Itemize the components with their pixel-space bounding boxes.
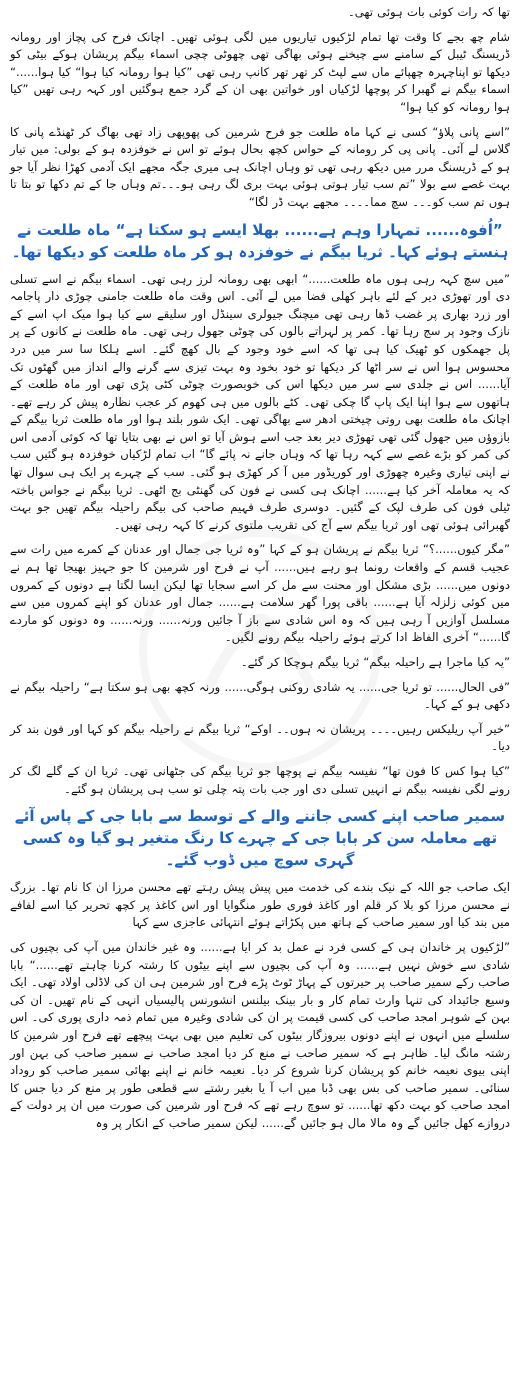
paragraph: تھا کہ رات کوئی بات ہوئی تھی۔ xyxy=(347,5,510,19)
top-text-block xyxy=(10,4,510,212)
paragraph: شام چھ بجے کا وقت تھا تمام لڑکیوں تیاریوں میں لگی ہوئی تھیں۔ اچانک فرح کی پچاز اور رومانہ ڈریسنگ ٹیبل کے سامنے سے چیخنے ہوئی بھاگی تھی چھوٹی چچی اسماء بیگم پریشان ہوکے بیٹی کو دیکھا تو اپناچہرہ چھپائے ماں سے لپٹ کر تھر تھر کانپ رہی تھی ”کیا ہوا رومانہ کیا ہوا“ کیا ہوا......“ اسماء بیگم نے گھبرا کر پوچھا لڑکیاں اور خواتین بھی ان کے گرد جمع ہوگئیں اور کہہ رہی تھیں ”کیا ہوا رومانہ کو کیا ہوا“ xyxy=(10,29,510,114)
paragraph: ”اسے پانی پلاؤ“ کسی نے کہا ماہ طلعت جو فرح شرمین کی پھوپھی زاد تھی بھاگ کر ٹھنڈے پانی کا گلاس لے آئی۔ پانی پی کر رومانہ کے حواس کچھ بحال ہوئے تو اس نے خوفزدہ ہو کے بولی: میں تیار ہو کے ڈریسنگ مرر میں دیکھ رہی تھی تو وہاں اچانک ہی میری جگہ مجھے ایک آدمی کھڑا نظر آیا جو بہت غصے سے بولا ”تم سب تیار ہوتی ہوئی بہت بری لگ رہی ہو۔۔۔تم وہاں جا کے تم دکھا تو بتا تا ہوں تم سب کو۔۔۔ سچ مما۔۔۔۔ مجھے بہت ڈر لگا“ xyxy=(10,124,510,209)
paragraph: ”خیر آپ ریلیکس رہیں۔۔۔۔ پریشان نہ ہوں۔۔ اوکے“ ثریا بیگم نے راحیلہ بیگم کو کہا اور فون بند کر دیا۔ xyxy=(10,721,510,754)
paragraph: ”مگر کیوں......؟“ ثریا بیگم نے پریشان ہو کے کہا ”وہ ثریا جی جمال اور عدنان کے کمرے میں رات سے عجیب قسم کے واقعات رونما ہو رہے ہیں...... آپ نے فرح اور شرمین کا جو جہیز بھیجا تھا ہم نے دونوں میں...... بڑی مشکل اور محنت سے مل کر اسے سجایا تھا لیکن ایسا لگتا ہے دونوں کے کمروں میں کوئی زلزلہ آیا ہے...... باقی پورا گھر سلامت ہے...... جمال اور عدنان کو اپنے کمروں میں سے مسلسل آوازیں آ رہی ہیں کہ وہ اس شادی سے باز آ جائیں ورنہ...... ورنہ...... وہ دونوں کو ماردے گا......“ آخری الفاظ ادا کرتے ہوئے راحیلہ بیگم رونے لگیں۔ xyxy=(10,542,510,645)
highlight-quote: ”اُفوہ...... تمہارا وہم ہے...... بھلا ایسے ہو سکتا ہے“ ماہ طلعت نے ہنستے ہوئے کہا۔ ثریا بیگم نے خوفزدہ ہو کر ماہ طلعت کو دیکھا تھا۔ xyxy=(11,220,509,261)
highlight-quote: سمیر صاحب اپنے کسی جاننے والے کے توسط سے بابا جی کے پاس آئے تھے معاملہ سن کر بابا جی کے چہرے کا رنگ متغیر ہو گیا وہ کسی گہری سوچ میں ڈوب گئے۔ xyxy=(14,807,506,870)
bottom-text-block xyxy=(10,879,510,1132)
middle-text-block xyxy=(10,271,510,799)
paragraph: ایک صاحب جو اللہ کے نیک بندے کی خدمت میں پیش پیش رہتے تھے محسن مرزا ان کا نام تھا۔ بزرگ نے محسن مرزا کو بلا کر قلم اور کاغذ فوری طور منگوایا اور اس کاغذ پر کچھ تحریر کیا اسے لفافے میں بند کیا اور سمیر صاحب کے ہاتھ میں پکڑاتے ہوئے انتہائی عاجزی سے کہا xyxy=(10,880,510,930)
paragraph: ”فی الحال...... تو ثریا جی...... یہ شادی روکنی ہوگی...... ورنہ کچھ بھی ہو سکتا ہے“ راحیلہ بیگم نے دکھی ہو کے کہا۔ xyxy=(10,679,510,712)
paragraph: ”کیا ہوا کس کا فون تھا“ نفیسہ بیگم نے پوچھا جو ثریا بیگم کی جٹھانی تھی۔ ثریا ان کے گلے لگ کر رونے لگی نفیسہ بیگم نے انہیں تسلی دی اور جب بات پتہ چلی تو سب ہی پریشان ہو گئے۔ xyxy=(10,763,510,796)
paragraph: ”لڑکیوں پر خاندان ہی کے کسی فرد نے عمل بد کر ایا ہے...... وہ غیر خاندان میں آپ کی بچیوں کی شادی سے خوش نہیں ہے...... وہ آپ کی بچیوں سے اپنے بیٹوں کا رشتہ کرنا چاہتے تھے......“ بابا صاحب رکے سمیر صاحب پر حیرتوں کے پہاڑ ٹوٹ پڑے فرح اور شرمین ہی ان کی لاڈلی اولاد تھی۔ ایک وسیع جائیداد کی تنہا وارث تمام کار و بار بینک بیلنس انشورنس پالیسیاں انہی کے نام تھیں۔ ان کی بہن کے شوہر امجد صاحب کی کسی قیمت پر ان کی شادی وغیرہ میں تمام ذمہ داری پوری کی۔ اس سلسلے میں انہوں نے اپنے دونوں بیروزگار بیٹوں کی تعلیم میں بھی بہت پیچھے تھے فرح اور شرمین کا رشتہ مانگ لیا۔ ظاہر ہے کہ سمیر صاحب نے منع کر دیا امجد صاحب نے سمیر صاحب کی بہن اور اپنی بیوی نعیمہ خانم کو پریشان کرنا شروع کر دیا۔ نعیمہ خانم نے اپنے بھائی سمیر صاحب کو روداد سنائی۔ سمیر صاحب کی بس بھی ڈبا میں اب آ یا بغیر رشتے سے قطعی طور پر منع کر دیا جس کا امجد صاحب کو بہت دکھ تھا...... تو سوچ رہے تھے کہ فرح اور شرمین کی صورت میں ان پر دولت کے دروازے کھل جائیں گے وہ مالا مال ہو جائیں گے...... لیکن سمیر صاحب کے انکار پر وہ xyxy=(10,939,510,1130)
paragraph: ”یہ کیا ماجرا ہے راحیلہ بیگم“ ثریا بیگم ہوچکا کر گئے۔ xyxy=(240,655,510,669)
paragraph: ”میں سچ کہہ رہی ہوں ماہ طلعت......“ ابھی بھی رومانہ لرز رہی تھی۔ اسماء بیگم نے اسے تسلی دی اور تھوڑی دیر کے لئے باہر کھلی فضا میں لے آئی۔ اس وقت ماہ طلعت جامنی چوڑی دار پاجامہ اور زرد بھاری پر غضب ڈھا رہی تھی میچنگ جیولری سینڈل اور سلیقے سے کیا ہوا میک اپ اسے کے نازک وجود پر سج رہا تھا۔ کمر پر لہراتے بالوں کی چوٹی جھول رہی تھی۔ ماہ طلعت نے کانوں کے پر پل جھمکوں کو ٹھیک کیا ہی تھا کہ اسے خود وجود کے بال کھچ گئے۔ اسے ہلکا سا سر میں درد محسوس ہوا اس نے سر اٹھا کر دیکھا تو خود بخود وہ بہت تیزی سے گرنے والے انداز میں گھٹوں تک آیا...... اس نے جلدی سے سر میں دیکھا اس کی خوبصورت چوٹی کٹی پڑی تھی اور ماہ طلعت کے ہاتھوں سے ہوا اپنا ایک پاپ گا چکی تھی۔ کٹے بالوں میں ہی کھوم کر عجب نظارہ پیش کر رہے تھے۔ اچانک ماہ طلعت بھی روتی چیختی ادھر سے بھاگی تھی۔ ایک شور بلند ہوا اور ماہ طلعت ثریا بیگم کے بازوؤں میں جھول گئی تھی تھوڑی دیر بعد جب اسے ہوش آیا تو اس نے بھی بتایا تھا کہ کوئی آدمی اس کی کمر کو بڑے غصے سے کہہ رہا تھا کہ وہاں جانے نہ پائے گا“ اب تمام لڑکیاں خوفزدہ ہو گئیں سب نے اپنی تیاری وغیرہ چھوڑی اور کوریڈور میں آ کر کھڑی ہو گئی۔ سب کے چہرے پر ایک ہی سوال تھا کہ یہ معاملہ آخر کیا ہے...... اچانک ہی کسی نے فون کی گھنٹی بج اٹھی۔ ثریا بیگم نے جواس باختہ ٹیلی فون کی طرف لپک کے گئیں۔ دوسری طرف فہیم صاحب کی بیگم راحیلہ بیگم تھیں جو بہت گھبرائی ہوئی تھی اور ثریا بیگم سے آج کی تقریب ملتوی کرنے کا کہہ رہی تھیں۔ xyxy=(10,271,510,532)
